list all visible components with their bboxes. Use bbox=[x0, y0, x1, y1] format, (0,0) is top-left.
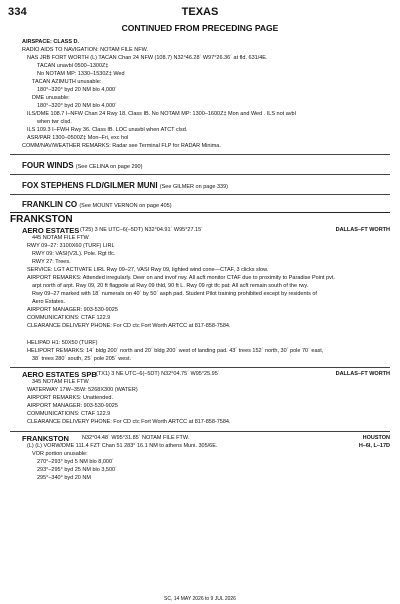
airport-remarks-4: Aero Estates. bbox=[32, 299, 66, 305]
dme-detail: 180°–320° byd 20 NM blo 4,000´ bbox=[37, 103, 117, 109]
heliport-remarks-1: HELIPORT REMARKS: 14´ bldg 200´ north and 20´ bldg 200´ west of landing pad. 43´ trees 152´ north, 30´ pole 70´ east, bbox=[27, 348, 324, 354]
nas-tacan-line: NAS JRB FORT WORTH (L) TACAN Chan 24 NFW (108.7) N32°46.28´ W97°26.36´ at fld. 631/4E. bbox=[27, 55, 268, 61]
waterway-line: WATERWAY 17W–35W: 5268X300 (WATER) bbox=[27, 387, 138, 393]
vor-unusable-line: VOR portion unusable: bbox=[32, 451, 88, 457]
divider bbox=[10, 212, 390, 213]
divider bbox=[10, 174, 390, 175]
divider bbox=[10, 367, 390, 368]
page-number: 334 bbox=[8, 6, 27, 18]
region-label: DALLAS–FT WORTH bbox=[335, 371, 390, 377]
vor-dme-line: (L) (L) VORW/DME 111.4 FZT Chan 51 283° 16.1 NM to athens Muni. 305/6E. bbox=[27, 443, 218, 449]
clearance-phone-line: CLEARANCE DELIVERY PHONE: For CD ctc Fort Worth ARTCC at 817-858-7584. bbox=[27, 419, 231, 425]
divider bbox=[10, 194, 390, 195]
tacan-azimuth-line: TACAN AZIMUTH unusable: bbox=[32, 79, 102, 85]
runway-09-line: RWY 09: VASI(V2L). Pole. Rgt tfc. bbox=[32, 251, 116, 257]
chart-reference: H–6I, L–17D bbox=[358, 443, 390, 449]
heliport-remarks-2: 38´ trees 280´ south, 25´ pole 205´ west. bbox=[32, 356, 132, 362]
navaid-info-line: N32°04.48´ W95°31.85´ NOTAM FILE FTW. bbox=[82, 435, 190, 441]
city-heading: FRANKSTON bbox=[10, 214, 73, 225]
effective-dates-footer: SC, 14 MAY 2026 to 9 JUL 2026 bbox=[164, 596, 236, 602]
airspace-line: AIRSPACE: CLASS D. bbox=[22, 39, 80, 45]
ref-see: (See CELINA on page 290) bbox=[75, 164, 143, 170]
communications-line: COMMUNICATIONS: CTAF 122.9 bbox=[27, 315, 111, 321]
clearance-phone-line: CLEARANCE DELIVERY PHONE: For CD ctc Fort Worth ARTCC at 817-858-7584. bbox=[27, 323, 231, 329]
airport-info-line: (TX1) 3 NE UTC–6(–5DT) N32°04.75´ W95°25.95´ bbox=[96, 371, 220, 377]
vor-unusable-1: 270°–293° byd 5 NM blo 8,000´ bbox=[37, 459, 114, 465]
tacan-azimuth-detail: 180°–320° byd 20 NM blo 4,000´ bbox=[37, 87, 117, 93]
region-label: HOUSTON bbox=[362, 435, 390, 441]
helipad-line: HELIPAD H1: 50X50 (TURF) bbox=[27, 340, 98, 346]
airport-remarks-1: AIRPORT REMARKS: Attended irregularly. Deer on and invof rwy. All acft monitor CTAF due to proximity to Paradise Point pvt. bbox=[27, 275, 335, 281]
runway-27-line: RWY 27: Trees. bbox=[32, 259, 71, 265]
service-line: SERVICE: LGT ACTIVATE LIRL Rwy 09–27, VASI Rwy 09, lighted wind cone—CTAF, 3 clicks slow. bbox=[27, 267, 269, 273]
navaid-name-frankston: FRANKSTON bbox=[22, 434, 69, 443]
ref-name: FOX STEPHENS FLD/GILMER MUNI bbox=[22, 181, 158, 190]
dme-line: DME unusable: bbox=[32, 95, 70, 101]
ref-see: (See GILMER on page 339) bbox=[159, 184, 228, 190]
airport-info-line: (T25) 3 NE UTC–6(–5DT) N32°04.91´ W95°27.15´ bbox=[80, 227, 204, 233]
ref-name: FRANKLIN CO bbox=[22, 200, 78, 209]
no-notam-line: No NOTAM MP: 1330–1530Z‡ Wed bbox=[37, 71, 125, 77]
ils-line: ILS 109.3 I–FWH Rwy 36. Class IB. LOC unavbl when ATCT clsd. bbox=[27, 127, 188, 133]
communications-line: COMMUNICATIONS: CTAF 122.9 bbox=[27, 411, 111, 417]
comm-remarks-line: COMM/NAV/WEATHER REMARKS: Radar see Terminal FLP for RADAR Minima. bbox=[22, 143, 221, 149]
airport-manager-line: AIRPORT MANAGER: 903-530-9025 bbox=[27, 403, 118, 409]
vor-unusable-2: 293°–295° byd 25 NM blo 3,500´ bbox=[37, 467, 117, 473]
divider bbox=[10, 154, 390, 155]
ref-franklin-co bbox=[22, 200, 172, 209]
ils-dme-line: ILS/DME 108.7 I–NFW Chan 24 Rwy 18. Class IB. No NOTAM MP: 1300–1600Z‡ Mon and Wed . ILS not avbl bbox=[27, 111, 296, 117]
elevation-notam-line: 445 NOTAM FILE FTW bbox=[32, 235, 89, 241]
airport-remarks-2: arpt north of arpt. Rwy 09, 20 ft flagpole at Rwy 09 thld, 90 ft L. Rwy 09 rgt tfc pat: All acft remain south of the rwy. bbox=[32, 283, 309, 289]
ref-see: (See MOUNT VERNON on page 405) bbox=[79, 203, 172, 209]
vor-unusable-3: 295°–340° byd 20 NM bbox=[37, 475, 91, 481]
runway-line: RWY 09–27: 3100X60 (TURF) LIRL bbox=[27, 243, 115, 249]
region-label: DALLAS–FT WORTH bbox=[335, 227, 390, 233]
airport-remarks-3: Rwy 09–27 marked with 18´ numerals on 40´ by 50´ asph pad. Student Pilot training prohibited except by residents of bbox=[32, 291, 317, 297]
elevation-notam-line: 345 NOTAM FILE FTW bbox=[32, 379, 89, 385]
airport-manager-line: AIRPORT MANAGER: 903-530-9025 bbox=[27, 307, 118, 313]
divider bbox=[10, 431, 390, 432]
state-title: TEXAS bbox=[181, 6, 219, 18]
airport-remarks-line: AIRPORT REMARKS: Unattended. bbox=[27, 395, 113, 401]
ref-four-winds bbox=[22, 161, 142, 170]
ref-fox-stephens bbox=[22, 181, 228, 190]
radio-aids-line: RADIO AIDS TO NAVIGATION: NOTAM FILE NFW. bbox=[22, 47, 149, 53]
continued-banner: CONTINUED FROM PRECEDING PAGE bbox=[121, 23, 279, 33]
asr-par-line: ASR/PAR 1300–0500Z‡ Mon–Fri, exc hol bbox=[27, 135, 129, 141]
tacan-unavbl-line: TACAN unavbl 0500–1300Z‡ bbox=[37, 63, 109, 69]
ils-dme-line-2: when twr clsd. bbox=[37, 119, 72, 125]
ref-name: FOUR WINDS bbox=[22, 161, 74, 170]
airport-name-aero-estates: AERO ESTATES bbox=[22, 226, 80, 235]
airport-name-aero-estates-spb: AERO ESTATES SPB bbox=[22, 370, 97, 379]
